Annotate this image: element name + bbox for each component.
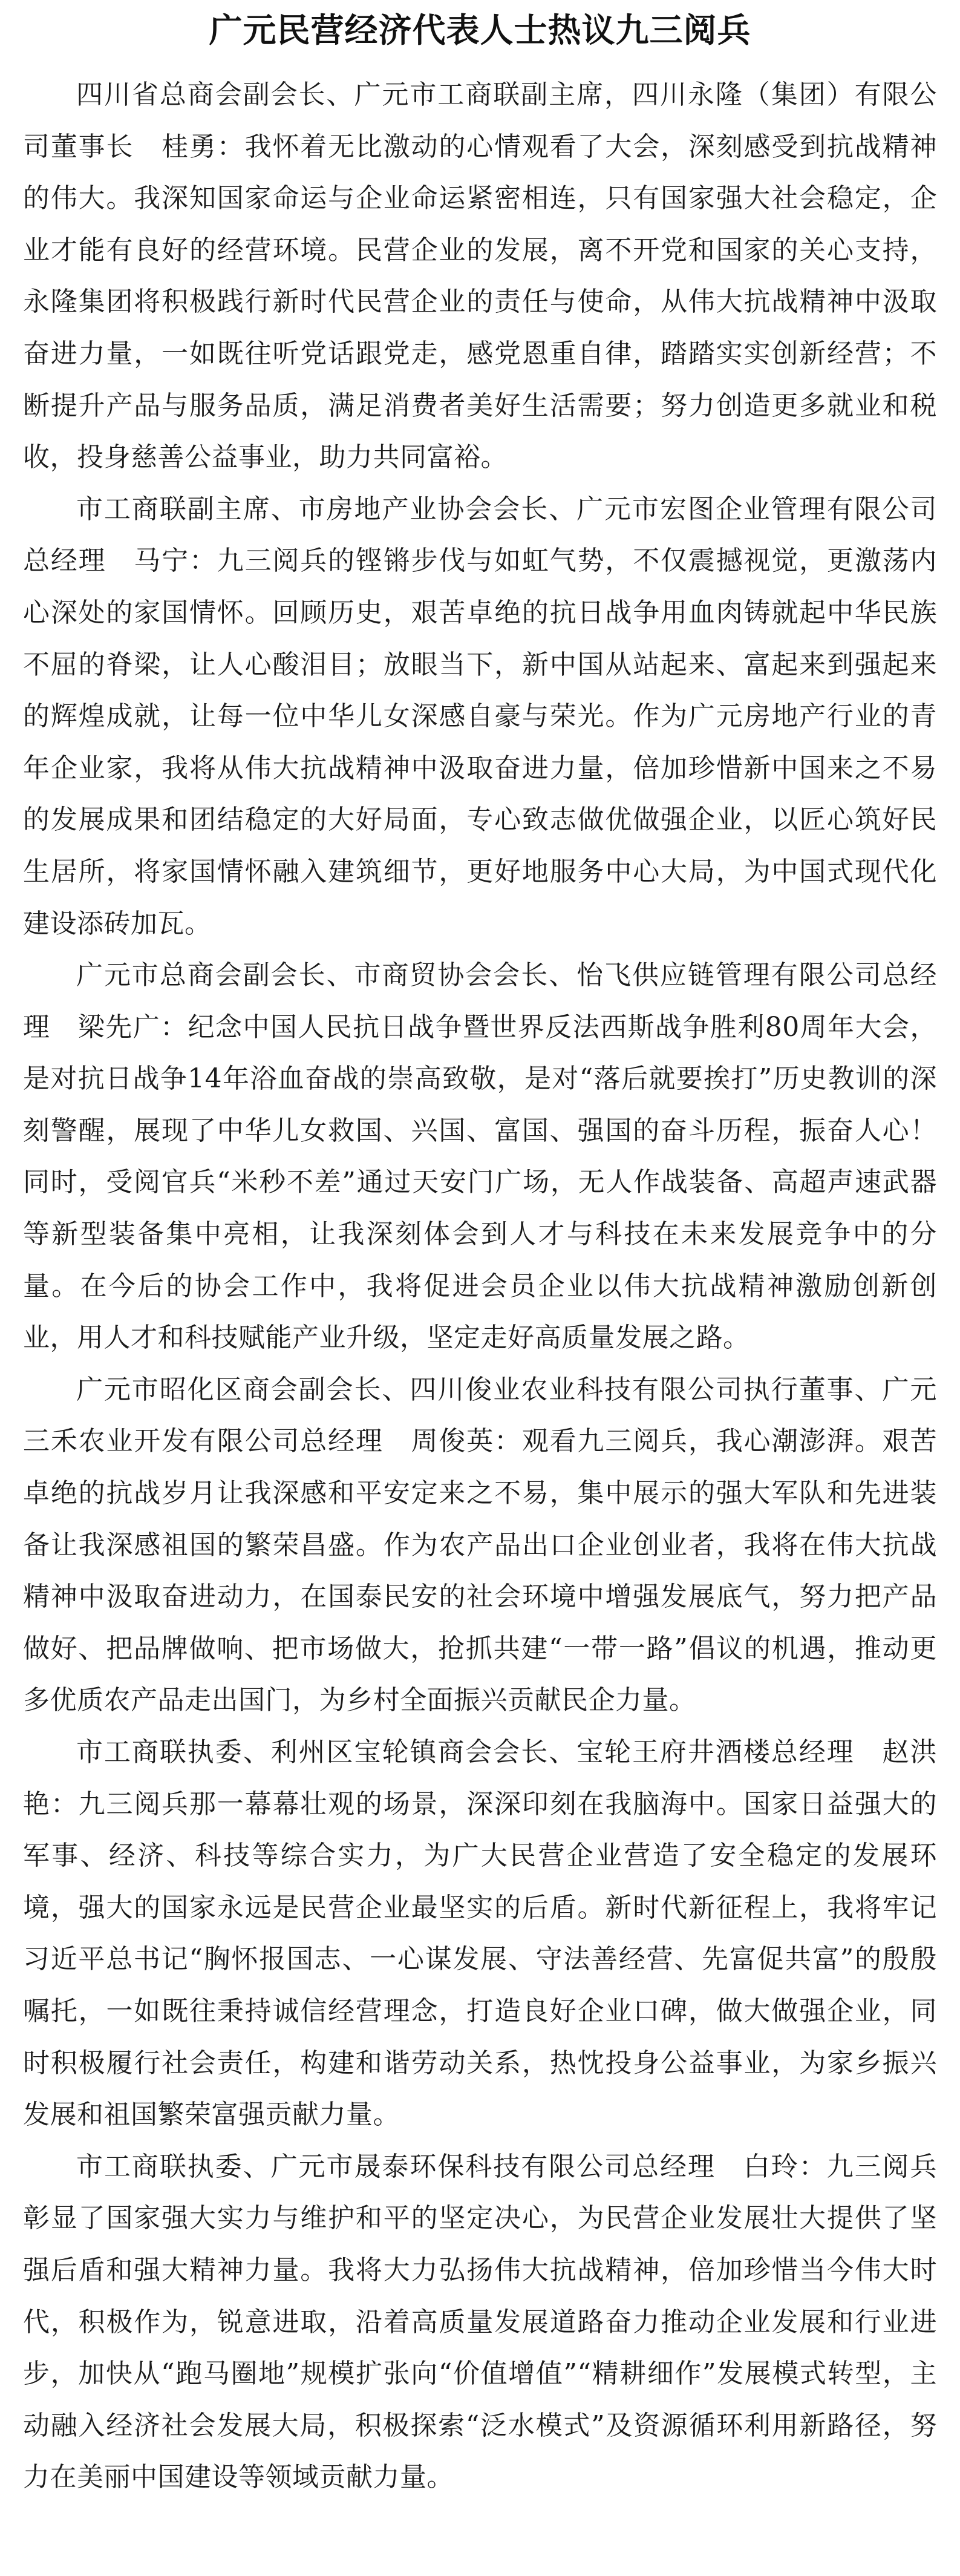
article-body	[23, 69, 937, 2503]
article-title: 广元民营经济代表人士热议九三阅兵	[209, 11, 751, 50]
paragraph-ma-ning: 市工商联副主席、市房地产业协会会长、广元市宏图企业管理有限公司总经理 马宁：九三阅兵的铿锵步伐与如虹气势，不仅震撼视觉，更激荡内心深处的家国情怀。回顾历史，艰苦卓绝的抗日战争用血肉铸就起中华民族不屈的脊梁，让人心酸泪目；放眼当下，新中国从站起来、富起来到强起来的辉煌成就，让每一位中华儿女深感自豪与荣光。作为广元房地产行业的青年企业家，我将从伟大抗战精神中汲取奋进力量，倍加珍惜新中国来之不易的发展成果和团结稳定的大好局面，专心致志做优做强企业，以匠心筑好民生居所，将家国情怀融入建筑细节，更好地服务中心大局，为中国式现代化建设添砖加瓦。	[23, 493, 937, 939]
paragraph-bai-ling: 市工商联执委、广元市晟泰环保科技有限公司总经理 白玲：九三阅兵彰显了国家强大实力与维护和平的坚定决心，为民营企业发展壮大提供了坚强后盾和强大精神力量。我将大力弘扬伟大抗战精神，倍加珍惜当今伟大时代，积极作为，锐意进取，沿着高质量发展道路奋力推动企业发展和行业进步，加快从“跑马圈地”规模扩张向“价值增值”“精耕细作”发展模式转型，主动融入经济社会发展大局，积极探索“泛水模式”及资源循环利用新路径，努力在美丽中国建设等领域贡献力量。	[23, 2151, 937, 2493]
paragraph-zhou-junying: 广元市昭化区商会副会长、四川俊业农业科技有限公司执行董事、广元三禾农业开发有限公司总经理 周俊英：观看九三阅兵，我心潮澎湃。艰苦卓绝的抗战岁月让我深感和平安定来之不易，集中展示的强大军队和先进装备让我深感祖国的繁荣昌盛。作为农产品出口企业创业者，我将在伟大抗战精神中汲取奋进动力，在国泰民安的社会环境中增强发展底气，努力把产品做好、把品牌做响、把市场做大，抢抓共建“一带一路”倡议的机遇，推动更多优质农产品走出国门，为乡村全面振兴贡献民企力量。	[23, 1374, 937, 1716]
paragraph-gui-yong: 四川省总商会副会长、广元市工商联副主席，四川永隆（集团）有限公司董事长 桂勇：我怀着无比激动的心情观看了大会，深刻感受到抗战精神的伟大。我深知国家命运与企业命运紧密相连，只有国家强大社会稳定，企业才能有良好的经营环境。民营企业的发展，离不开党和国家的关心支持，永隆集团将积极践行新时代民营企业的责任与使命，从伟大抗战精神中汲取奋进力量，一如既往听党话跟党走，感党恩重自律，踏踏实实创新经营；不断提升产品与服务品质，满足消费者美好生活需要；努力创造更多就业和税收，投身慈善公益事业，助力共同富裕。	[23, 79, 937, 473]
paragraph-liang-xianguang: 广元市总商会副会长、市商贸协会会长、怡飞供应链管理有限公司总经理 梁先广：纪念中国人民抗日战争暨世界反法西斯战争胜利80周年大会，是对抗日战争14年浴血奋战的崇高致敬，是对“落后就要挨打”历史教训的深刻警醒，展现了中华儿女救国、兴国、富国、强国的奋斗历程，振奋人心！同时，受阅官兵“米秒不差”通过天安门广场，无人作战装备、高超声速武器等新型装备集中亮相，让我深刻体会到人才与科技在未来发展竞争中的分量。在今后的协会工作中，我将促进会员企业以伟大抗战精神激励创新创业，用人才和科技赋能产业升级，坚定走好高质量发展之路。	[23, 960, 937, 1354]
paragraph-zhao-hongyan: 市工商联执委、利州区宝轮镇商会会长、宝轮王府井酒楼总经理 赵洪艳：九三阅兵那一幕幕壮观的场景，深深印刻在我脑海中。国家日益强大的军事、经济、科技等综合实力，为广大民营企业营造了安全稳定的发展环境，强大的国家永远是民营企业最坚实的后盾。新时代新征程上，我将牢记习近平总书记“胸怀报国志、一心谋发展、守法善经营、先富促共富”的殷殷嘱托，一如既往秉持诚信经营理念，打造良好企业口碑，做大做强企业，同时积极履行社会责任，构建和谐劳动关系，热忱投身公益事业，为家乡振兴发展和祖国繁荣富强贡献力量。	[23, 1737, 937, 2131]
